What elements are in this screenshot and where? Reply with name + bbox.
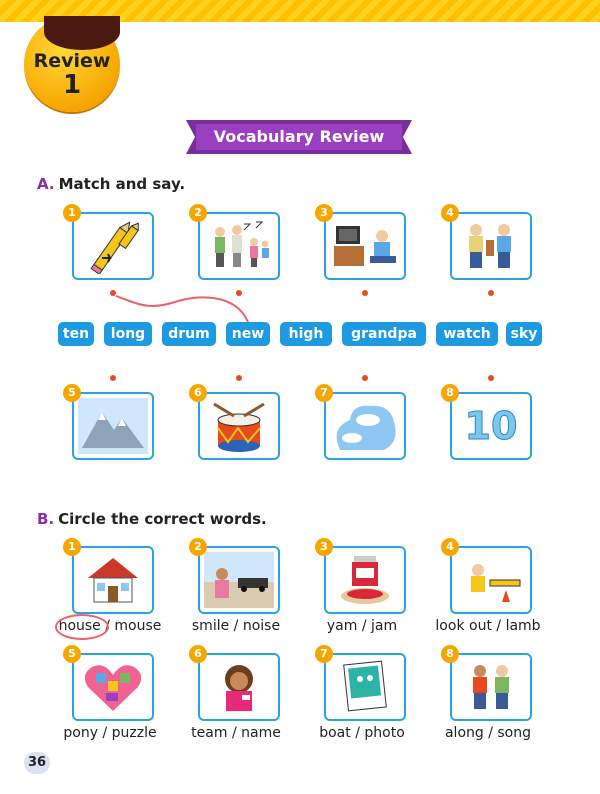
number-tag: 8 — [441, 384, 459, 402]
section-b-letter: B. — [37, 510, 55, 528]
number-tag: 3 — [315, 538, 333, 556]
match-card-6[interactable] — [198, 392, 280, 460]
word-choice-8: along / song — [444, 725, 532, 741]
number-tag: 8 — [441, 645, 459, 663]
word-choice-7: boat / photo — [319, 725, 405, 741]
word-option[interactable]: look out — [435, 618, 492, 634]
puzzle-heart-icon — [78, 659, 148, 715]
sky-icon — [330, 398, 400, 454]
match-dot[interactable] — [362, 375, 368, 381]
word-pill[interactable]: sky — [506, 322, 542, 346]
circle-card-6 — [198, 653, 280, 721]
look-out-icon — [456, 552, 526, 608]
word-option[interactable]: song — [497, 725, 532, 741]
girl-name-tag-icon — [204, 659, 274, 715]
match-card-8[interactable] — [450, 392, 532, 460]
badge-title: Review — [33, 50, 111, 72]
circle-card-1 — [72, 546, 154, 614]
photo-monster-icon — [330, 659, 400, 715]
word-option[interactable]: name — [241, 725, 281, 741]
kids-singing-icon — [456, 659, 526, 715]
word-option[interactable]: smile — [191, 618, 230, 634]
match-dot[interactable] — [110, 375, 116, 381]
word-option[interactable]: jam — [371, 618, 398, 634]
mountain-icon — [78, 398, 148, 454]
number-tag: 2 — [189, 204, 207, 222]
number-tag: 6 — [189, 384, 207, 402]
badge-number: 1 — [62, 70, 82, 100]
word-option[interactable]: team — [191, 725, 228, 741]
number-tag: 6 — [189, 645, 207, 663]
word-pill[interactable]: drum — [162, 322, 216, 346]
circle-mark-example — [55, 614, 109, 640]
circle-card-3 — [324, 546, 406, 614]
number-tag: 1 — [63, 538, 81, 556]
number-tag: 5 — [63, 384, 81, 402]
word-pill[interactable]: watch — [436, 322, 498, 346]
word-pill[interactable]: high — [280, 322, 332, 346]
section-b-instruction: Circle the correct words. — [58, 510, 267, 528]
match-dot[interactable] — [236, 375, 242, 381]
word-option[interactable]: pony — [63, 725, 99, 741]
number-tag: 7 — [315, 384, 333, 402]
jam-jar-icon — [330, 552, 400, 608]
word-option[interactable]: boat — [319, 725, 351, 741]
page-number: 36 — [24, 752, 50, 774]
circle-card-4 — [450, 546, 532, 614]
number-tag: 2 — [189, 538, 207, 556]
circle-card-2 — [198, 546, 280, 614]
house-icon — [78, 552, 148, 608]
circle-card-7 — [324, 653, 406, 721]
word-pill[interactable]: long — [104, 322, 152, 346]
section-a-instruction: Match and say. — [58, 175, 186, 193]
word-choice-1: house / mouse — [58, 618, 162, 634]
word-option[interactable]: yam — [326, 618, 358, 634]
match-dot[interactable] — [488, 375, 494, 381]
word-option[interactable]: house — [58, 618, 101, 634]
word-choice-3: yam / jam — [326, 618, 398, 634]
word-option[interactable]: lamb — [505, 618, 541, 634]
section-b-title — [37, 510, 267, 528]
word-option[interactable]: photo — [364, 725, 405, 741]
section-a-letter: A. — [37, 175, 55, 193]
word-pill[interactable]: grandpa — [342, 322, 426, 346]
number-tag: 5 — [63, 645, 81, 663]
word-pill[interactable]: new — [226, 322, 270, 346]
word-option[interactable]: along — [444, 725, 484, 741]
circle-card-5 — [72, 653, 154, 721]
word-choice-6: team / name — [191, 725, 281, 741]
number-tag: 4 — [441, 538, 459, 556]
circle-card-8 — [450, 653, 532, 721]
word-choice-2: smile / noise — [191, 618, 281, 634]
match-card-5[interactable] — [72, 392, 154, 460]
number-tag: 1 — [63, 204, 81, 222]
number-ten-text: 10 — [464, 404, 518, 448]
word-pill[interactable]: ten — [58, 322, 94, 346]
girl-car-icon — [204, 552, 274, 608]
number-tag: 3 — [315, 204, 333, 222]
word-option[interactable]: noise — [242, 618, 281, 634]
drum-icon — [204, 398, 274, 454]
match-card-7[interactable] — [324, 392, 406, 460]
word-option[interactable]: mouse — [114, 618, 162, 634]
number-tag: 7 — [315, 645, 333, 663]
number-tag: 4 — [441, 204, 459, 222]
word-choice-5: pony / puzzle — [63, 725, 157, 741]
word-option[interactable]: puzzle — [111, 725, 157, 741]
banner-title: Vocabulary Review — [213, 127, 385, 146]
word-choice-4: look out / lamb — [435, 618, 541, 634]
